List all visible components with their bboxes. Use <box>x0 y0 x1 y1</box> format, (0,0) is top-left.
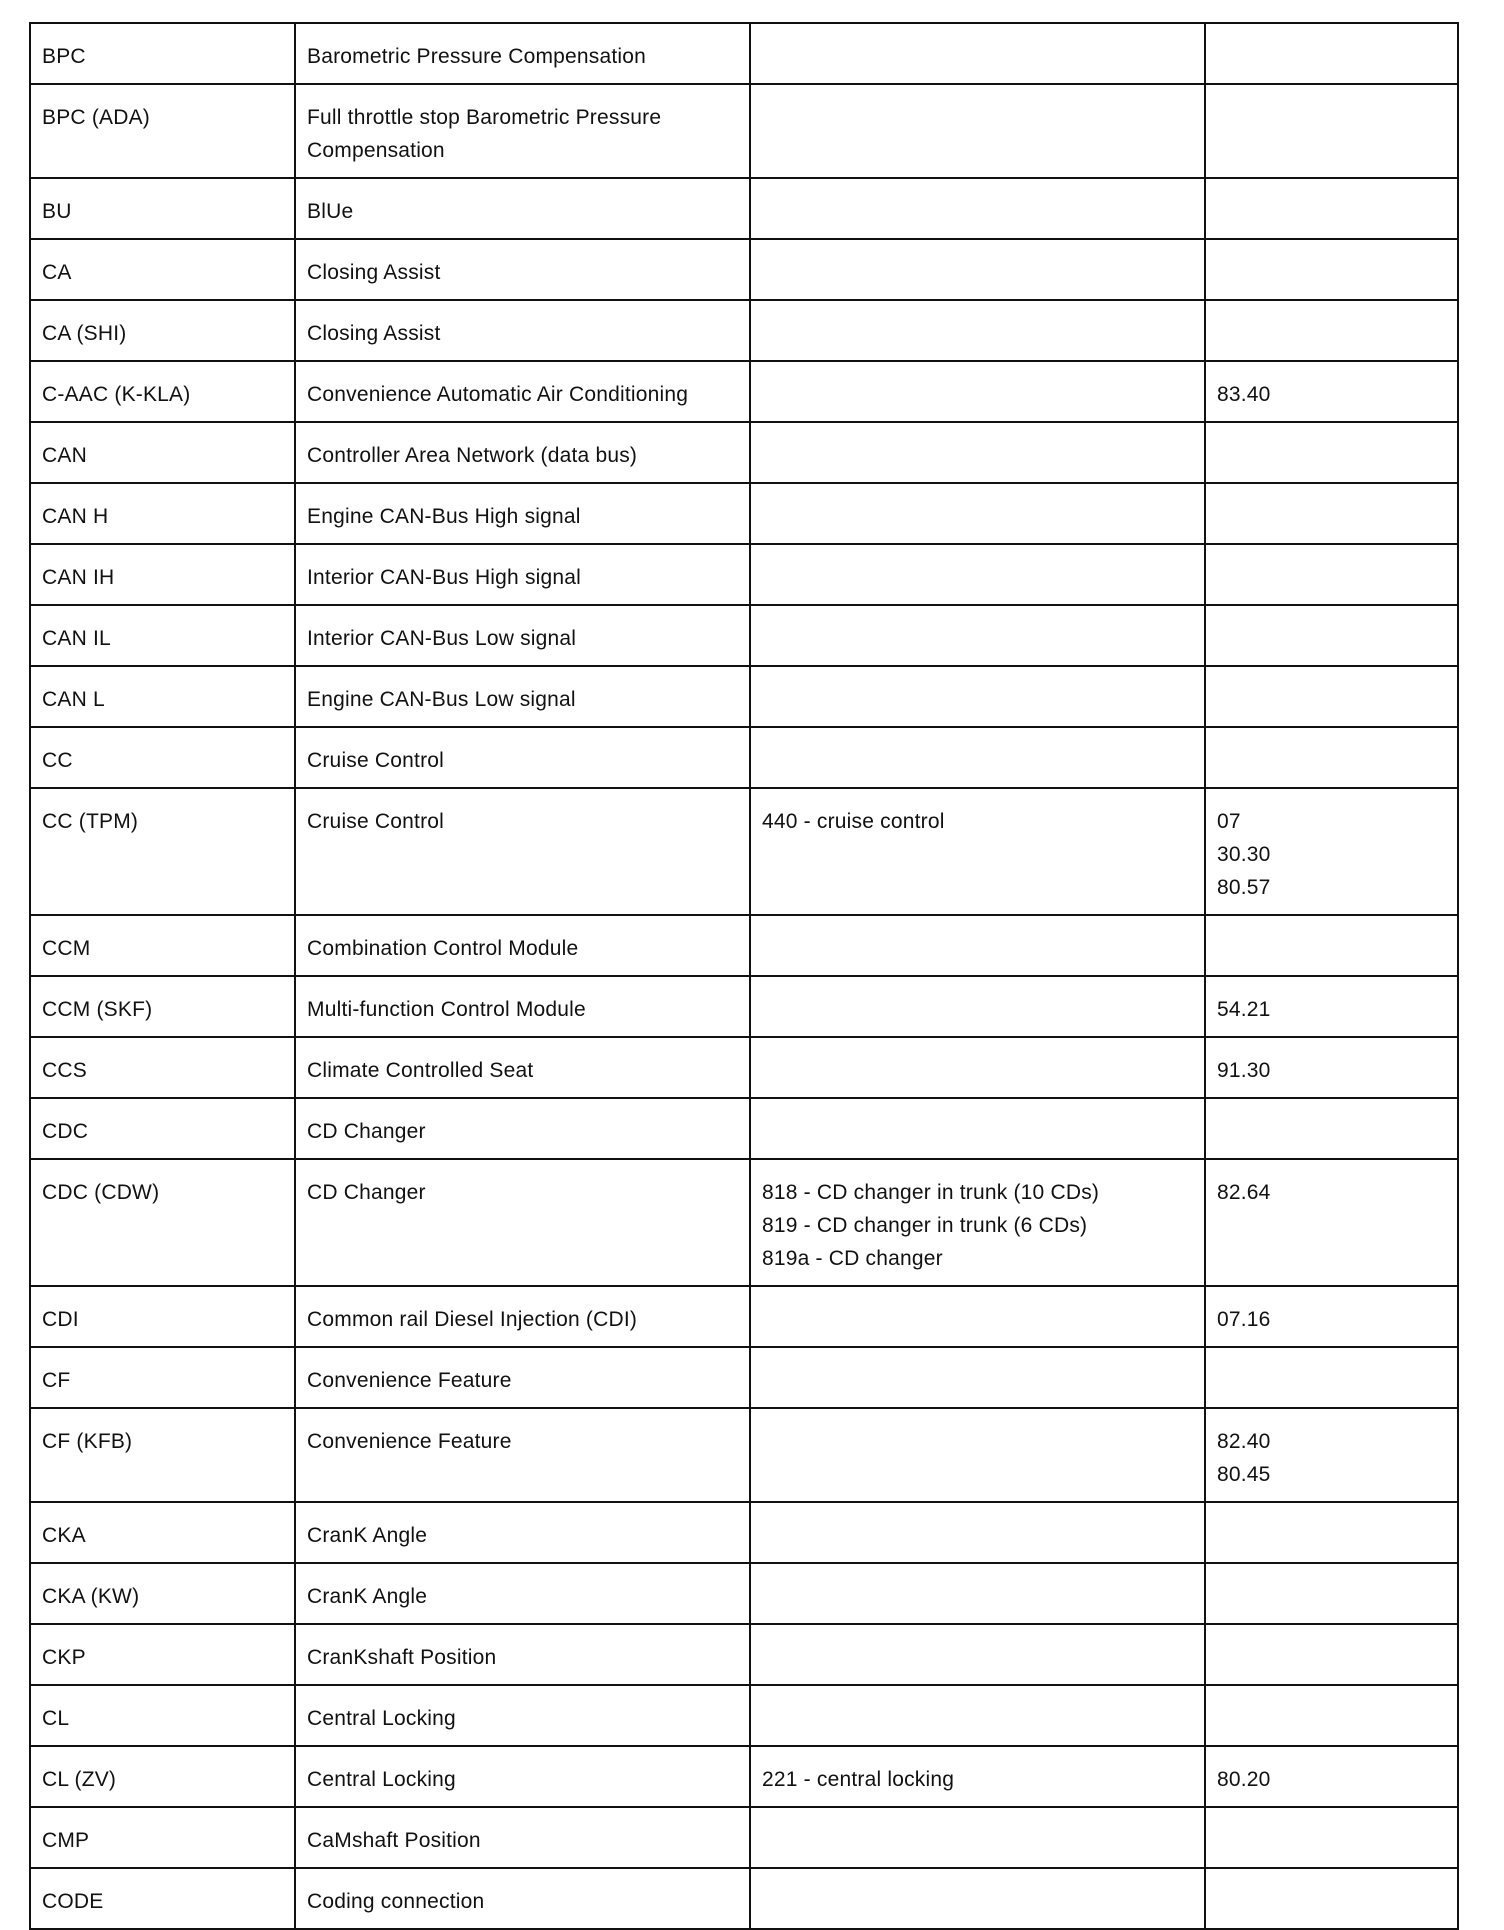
component-cell <box>750 1037 1205 1098</box>
group-cell <box>1205 1159 1458 1286</box>
abbreviation-cell: CL (ZV) <box>30 1746 295 1807</box>
component-cell <box>750 361 1205 422</box>
table-row <box>30 300 1458 361</box>
meaning-cell: Central Locking <box>295 1685 750 1746</box>
component-cell <box>750 605 1205 666</box>
meaning-cell: Cruise Control <box>295 727 750 788</box>
group-cell <box>1205 84 1458 178</box>
meaning-cell: Coding connection <box>295 1868 750 1929</box>
component-cell <box>750 976 1205 1037</box>
abbreviation-cell: CAN L <box>30 666 295 727</box>
meaning-cell: Convenience Feature <box>295 1347 750 1408</box>
group-cell <box>1205 300 1458 361</box>
abbreviation-cell: CDC <box>30 1098 295 1159</box>
abbreviation-table <box>29 22 1459 1930</box>
meaning-cell: Convenience Automatic Air Conditioning <box>295 361 750 422</box>
table-row <box>30 1746 1458 1807</box>
group-cell <box>1205 976 1458 1037</box>
group-cell <box>1205 605 1458 666</box>
abbreviation-cell: CAN <box>30 422 295 483</box>
component-line: 440 - cruise control <box>762 810 945 833</box>
abbreviation-cell: CAN IL <box>30 605 295 666</box>
group-cell <box>1205 1502 1458 1563</box>
component-cell <box>750 1286 1205 1347</box>
component-cell <box>750 915 1205 976</box>
meaning-cell: CranK Angle <box>295 1563 750 1624</box>
group-cell <box>1205 1624 1458 1685</box>
abbreviation-cell: CKA <box>30 1502 295 1563</box>
table-row <box>30 483 1458 544</box>
abbreviation-cell: CF <box>30 1347 295 1408</box>
component-cell <box>750 1159 1205 1286</box>
table-row <box>30 1807 1458 1868</box>
table-row <box>30 1624 1458 1685</box>
group-line: 91.30 <box>1217 1059 1271 1082</box>
meaning-cell: Full throttle stop Barometric Pressure Compensation <box>295 84 750 178</box>
component-cell <box>750 1502 1205 1563</box>
meaning-cell: Closing Assist <box>295 300 750 361</box>
table-row <box>30 422 1458 483</box>
table-row <box>30 84 1458 178</box>
group-cell <box>1205 483 1458 544</box>
table-row <box>30 727 1458 788</box>
table-row <box>30 1098 1458 1159</box>
table-row <box>30 1563 1458 1624</box>
meaning-cell: Interior CAN-Bus Low signal <box>295 605 750 666</box>
meaning-cell: CranK Angle <box>295 1502 750 1563</box>
abbreviation-cell: CDC (CDW) <box>30 1159 295 1286</box>
table-row <box>30 544 1458 605</box>
meaning-cell: Multi-function Control Module <box>295 976 750 1037</box>
table-row <box>30 1037 1458 1098</box>
component-cell <box>750 84 1205 178</box>
group-cell <box>1205 1347 1458 1408</box>
component-line: 818 - CD changer in trunk (10 CDs) <box>762 1181 1100 1204</box>
abbreviation-cell: CCS <box>30 1037 295 1098</box>
group-cell <box>1205 915 1458 976</box>
group-cell <box>1205 1408 1458 1502</box>
abbreviation-cell: CC <box>30 727 295 788</box>
component-cell <box>750 544 1205 605</box>
group-line: 82.64 <box>1217 1181 1271 1204</box>
group-cell <box>1205 727 1458 788</box>
abbreviation-cell: CDI <box>30 1286 295 1347</box>
meaning-cell: Engine CAN-Bus High signal <box>295 483 750 544</box>
abbreviation-cell: CAN IH <box>30 544 295 605</box>
abbreviation-cell: BPC (ADA) <box>30 84 295 178</box>
group-line: 07.16 <box>1217 1308 1271 1331</box>
meaning-cell: CranKshaft Position <box>295 1624 750 1685</box>
component-cell <box>750 23 1205 84</box>
table-row <box>30 23 1458 84</box>
group-cell <box>1205 1807 1458 1868</box>
group-line: 83.40 <box>1217 383 1271 406</box>
meaning-cell: Combination Control Module <box>295 915 750 976</box>
component-cell <box>750 788 1205 915</box>
table-row <box>30 1868 1458 1929</box>
group-cell <box>1205 788 1458 915</box>
meaning-cell: Controller Area Network (data bus) <box>295 422 750 483</box>
component-cell <box>750 666 1205 727</box>
component-cell <box>750 483 1205 544</box>
abbreviation-cell: CCM <box>30 915 295 976</box>
group-line: 30.30 <box>1217 843 1271 866</box>
group-cell <box>1205 361 1458 422</box>
meaning-cell: CaMshaft Position <box>295 1807 750 1868</box>
group-cell <box>1205 544 1458 605</box>
component-cell <box>750 1098 1205 1159</box>
abbreviation-cell: CF (KFB) <box>30 1408 295 1502</box>
group-cell <box>1205 1746 1458 1807</box>
abbreviation-cell: CA (SHI) <box>30 300 295 361</box>
component-cell <box>750 1868 1205 1929</box>
group-line: 82.40 <box>1217 1430 1271 1453</box>
abbreviation-cell: CAN H <box>30 483 295 544</box>
abbreviation-cell: CMP <box>30 1807 295 1868</box>
component-cell <box>750 1807 1205 1868</box>
meaning-cell: Cruise Control <box>295 788 750 915</box>
group-cell <box>1205 422 1458 483</box>
component-cell <box>750 1347 1205 1408</box>
group-cell <box>1205 178 1458 239</box>
group-cell <box>1205 1685 1458 1746</box>
table-row <box>30 239 1458 300</box>
component-cell <box>750 1685 1205 1746</box>
table-row <box>30 915 1458 976</box>
meaning-cell: CD Changer <box>295 1159 750 1286</box>
abbreviation-cell: CCM (SKF) <box>30 976 295 1037</box>
component-cell <box>750 239 1205 300</box>
abbreviation-cell: CKA (KW) <box>30 1563 295 1624</box>
table-row <box>30 178 1458 239</box>
group-line: 80.57 <box>1217 876 1271 899</box>
component-cell <box>750 300 1205 361</box>
meaning-cell: Interior CAN-Bus High signal <box>295 544 750 605</box>
group-cell <box>1205 23 1458 84</box>
group-line: 80.20 <box>1217 1768 1271 1791</box>
abbreviation-cell: CA <box>30 239 295 300</box>
table-row <box>30 1347 1458 1408</box>
group-cell <box>1205 1098 1458 1159</box>
meaning-cell: Climate Controlled Seat <box>295 1037 750 1098</box>
component-line: 819 - CD changer in trunk (6 CDs) <box>762 1214 1088 1237</box>
group-cell <box>1205 239 1458 300</box>
abbreviation-cell: CKP <box>30 1624 295 1685</box>
abbreviation-cell: CL <box>30 1685 295 1746</box>
table-row <box>30 605 1458 666</box>
component-cell <box>750 727 1205 788</box>
meaning-cell: CD Changer <box>295 1098 750 1159</box>
meaning-cell: Convenience Feature <box>295 1408 750 1502</box>
table-row <box>30 1502 1458 1563</box>
group-cell <box>1205 666 1458 727</box>
component-cell <box>750 1563 1205 1624</box>
component-line: 819a - CD changer <box>762 1247 943 1270</box>
group-line: 07 <box>1217 810 1241 833</box>
table-row <box>30 1159 1458 1286</box>
component-line: 221 - central locking <box>762 1768 955 1791</box>
table-row <box>30 788 1458 915</box>
component-cell <box>750 1746 1205 1807</box>
group-line: 54.21 <box>1217 998 1271 1021</box>
group-cell <box>1205 1037 1458 1098</box>
component-cell <box>750 422 1205 483</box>
table-row <box>30 1286 1458 1347</box>
meaning-cell: Closing Assist <box>295 239 750 300</box>
component-cell <box>750 178 1205 239</box>
abbreviation-cell: CODE <box>30 1868 295 1929</box>
group-cell <box>1205 1868 1458 1929</box>
group-line: 80.45 <box>1217 1463 1271 1486</box>
abbreviation-cell: C-AAC (K-KLA) <box>30 361 295 422</box>
table-row <box>30 1408 1458 1502</box>
abbreviation-cell: BPC <box>30 23 295 84</box>
group-cell <box>1205 1286 1458 1347</box>
table-row <box>30 976 1458 1037</box>
table-row <box>30 361 1458 422</box>
abbreviation-cell: BU <box>30 178 295 239</box>
table-row <box>30 1685 1458 1746</box>
abbreviation-cell: CC (TPM) <box>30 788 295 915</box>
group-cell <box>1205 1563 1458 1624</box>
abbreviation-table-body <box>30 23 1458 1929</box>
component-cell <box>750 1408 1205 1502</box>
table-row <box>30 666 1458 727</box>
meaning-cell: Common rail Diesel Injection (CDI) <box>295 1286 750 1347</box>
meaning-cell: Engine CAN-Bus Low signal <box>295 666 750 727</box>
component-cell <box>750 1624 1205 1685</box>
meaning-cell: Barometric Pressure Compensation <box>295 23 750 84</box>
meaning-cell: Central Locking <box>295 1746 750 1807</box>
meaning-cell: BlUe <box>295 178 750 239</box>
